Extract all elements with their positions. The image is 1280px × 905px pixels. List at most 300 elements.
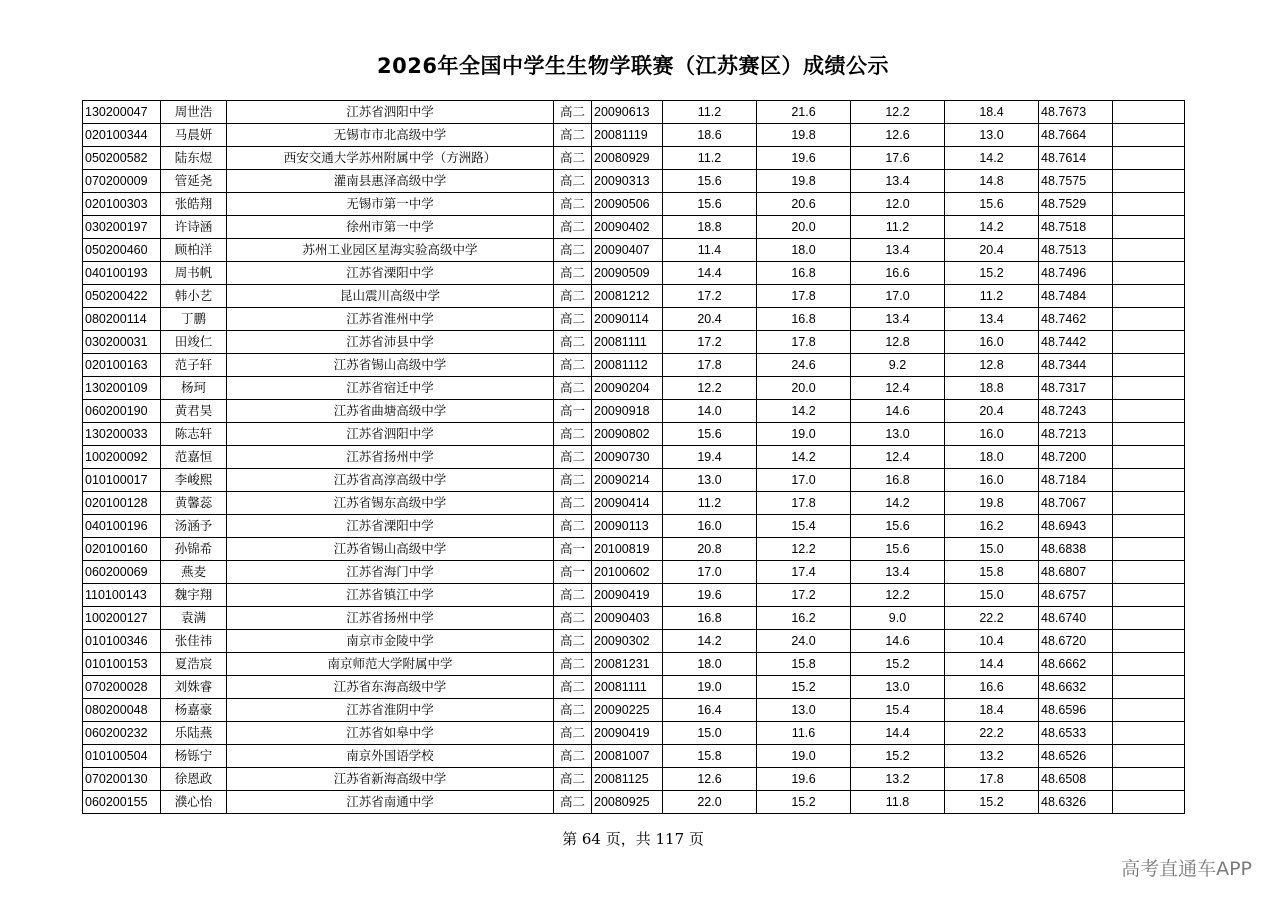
empty-cell: [1113, 308, 1185, 331]
score-2-cell: 18.0: [757, 239, 851, 262]
student-name-cell: 张皓翔: [161, 193, 227, 216]
score-3-cell: 9.0: [851, 607, 945, 630]
total-score-cell: 48.7442: [1039, 331, 1113, 354]
score-4-cell: 15.0: [945, 538, 1039, 561]
score-1-cell: 11.4: [663, 239, 757, 262]
table-row: [83, 561, 1185, 584]
total-score-cell: 48.7344: [1039, 354, 1113, 377]
score-1-cell: 20.8: [663, 538, 757, 561]
score-table: [82, 100, 1185, 814]
student-name-cell: 黄馨蕊: [161, 492, 227, 515]
student-name-cell: 范嘉恒: [161, 446, 227, 469]
score-3-cell: 15.6: [851, 538, 945, 561]
school-cell: 江苏省泗阳中学: [227, 423, 554, 446]
score-3-cell: 13.0: [851, 423, 945, 446]
grade-cell: 高二: [554, 193, 592, 216]
empty-cell: [1113, 147, 1185, 170]
student-id-cell: 010100504: [83, 745, 161, 768]
student-id-cell: 070200028: [83, 676, 161, 699]
score-1-cell: 14.4: [663, 262, 757, 285]
school-cell: 江苏省宿迁中学: [227, 377, 554, 400]
birthdate-cell: 20080925: [592, 791, 663, 814]
table-row: [83, 584, 1185, 607]
table-row: [83, 147, 1185, 170]
score-2-cell: 11.6: [757, 722, 851, 745]
birthdate-cell: 20090113: [592, 515, 663, 538]
empty-cell: [1113, 446, 1185, 469]
score-4-cell: 14.8: [945, 170, 1039, 193]
score-3-cell: 15.6: [851, 515, 945, 538]
student-id-cell: 050200460: [83, 239, 161, 262]
score-4-cell: 15.2: [945, 791, 1039, 814]
table-row: [83, 722, 1185, 745]
total-score-cell: 48.6508: [1039, 768, 1113, 791]
student-id-cell: 060200232: [83, 722, 161, 745]
student-name-cell: 刘姝睿: [161, 676, 227, 699]
birthdate-cell: 20081111: [592, 331, 663, 354]
school-cell: 江苏省海门中学: [227, 561, 554, 584]
total-score-cell: 48.7213: [1039, 423, 1113, 446]
student-id-cell: 030200031: [83, 331, 161, 354]
total-score-cell: 48.7462: [1039, 308, 1113, 331]
empty-cell: [1113, 377, 1185, 400]
score-2-cell: 13.0: [757, 699, 851, 722]
score-3-cell: 14.6: [851, 630, 945, 653]
birthdate-cell: 20090419: [592, 584, 663, 607]
student-id-cell: 080200048: [83, 699, 161, 722]
empty-cell: [1113, 331, 1185, 354]
student-name-cell: 周世浩: [161, 101, 227, 124]
student-name-cell: 汤涵予: [161, 515, 227, 538]
total-score-cell: 48.6838: [1039, 538, 1113, 561]
score-2-cell: 17.0: [757, 469, 851, 492]
birthdate-cell: 20081111: [592, 676, 663, 699]
score-1-cell: 14.2: [663, 630, 757, 653]
score-2-cell: 17.8: [757, 285, 851, 308]
score-2-cell: 16.8: [757, 308, 851, 331]
empty-cell: [1113, 745, 1185, 768]
score-2-cell: 17.4: [757, 561, 851, 584]
student-id-cell: 130200047: [83, 101, 161, 124]
score-3-cell: 14.2: [851, 492, 945, 515]
score-4-cell: 17.8: [945, 768, 1039, 791]
school-cell: 无锡市市北高级中学: [227, 124, 554, 147]
school-cell: 江苏省沛县中学: [227, 331, 554, 354]
table-row: [83, 538, 1185, 561]
school-cell: 江苏省高淳高级中学: [227, 469, 554, 492]
grade-cell: 高二: [554, 239, 592, 262]
score-1-cell: 17.2: [663, 331, 757, 354]
grade-cell: 高二: [554, 745, 592, 768]
score-2-cell: 15.2: [757, 676, 851, 699]
total-score-cell: 48.6943: [1039, 515, 1113, 538]
score-1-cell: 11.2: [663, 101, 757, 124]
table-row: [83, 354, 1185, 377]
student-id-cell: 070200130: [83, 768, 161, 791]
total-score-cell: 48.7184: [1039, 469, 1113, 492]
school-cell: 江苏省南通中学: [227, 791, 554, 814]
birthdate-cell: 20090506: [592, 193, 663, 216]
grade-cell: 高二: [554, 285, 592, 308]
total-score-cell: 48.6632: [1039, 676, 1113, 699]
score-4-cell: 15.6: [945, 193, 1039, 216]
school-cell: 无锡市第一中学: [227, 193, 554, 216]
empty-cell: [1113, 262, 1185, 285]
table-row: [83, 446, 1185, 469]
score-2-cell: 19.6: [757, 147, 851, 170]
birthdate-cell: 20090313: [592, 170, 663, 193]
score-3-cell: 12.2: [851, 584, 945, 607]
school-cell: 徐州市第一中学: [227, 216, 554, 239]
score-4-cell: 18.4: [945, 699, 1039, 722]
student-name-cell: 徐恩政: [161, 768, 227, 791]
score-3-cell: 16.8: [851, 469, 945, 492]
empty-cell: [1113, 193, 1185, 216]
total-score-cell: 48.7200: [1039, 446, 1113, 469]
total-score-cell: 48.7664: [1039, 124, 1113, 147]
school-cell: 江苏省淮阴中学: [227, 699, 554, 722]
grade-cell: 高二: [554, 331, 592, 354]
score-1-cell: 19.6: [663, 584, 757, 607]
score-3-cell: 13.2: [851, 768, 945, 791]
student-id-cell: 060200069: [83, 561, 161, 584]
birthdate-cell: 20090613: [592, 101, 663, 124]
birthdate-cell: 20100602: [592, 561, 663, 584]
score-1-cell: 19.0: [663, 676, 757, 699]
score-4-cell: 16.0: [945, 331, 1039, 354]
school-cell: 南京市金陵中学: [227, 630, 554, 653]
total-score-cell: 48.6533: [1039, 722, 1113, 745]
birthdate-cell: 20090302: [592, 630, 663, 653]
grade-cell: 高二: [554, 515, 592, 538]
score-2-cell: 24.6: [757, 354, 851, 377]
table-row: [83, 768, 1185, 791]
birthdate-cell: 20090204: [592, 377, 663, 400]
total-score-cell: 48.7496: [1039, 262, 1113, 285]
total-score-cell: 48.6662: [1039, 653, 1113, 676]
empty-cell: [1113, 101, 1185, 124]
total-score-cell: 48.6807: [1039, 561, 1113, 584]
school-cell: 江苏省扬州中学: [227, 607, 554, 630]
grade-cell: 高二: [554, 791, 592, 814]
total-score-cell: 48.7484: [1039, 285, 1113, 308]
empty-cell: [1113, 699, 1185, 722]
student-name-cell: 韩小艺: [161, 285, 227, 308]
student-id-cell: 010100153: [83, 653, 161, 676]
score-2-cell: 20.0: [757, 377, 851, 400]
student-name-cell: 黄君昊: [161, 400, 227, 423]
score-2-cell: 19.0: [757, 745, 851, 768]
empty-cell: [1113, 285, 1185, 308]
score-1-cell: 15.0: [663, 722, 757, 745]
empty-cell: [1113, 469, 1185, 492]
total-score-cell: 48.6326: [1039, 791, 1113, 814]
score-3-cell: 13.4: [851, 239, 945, 262]
student-name-cell: 许诗涵: [161, 216, 227, 239]
score-1-cell: 22.0: [663, 791, 757, 814]
school-cell: 南京外国语学校: [227, 745, 554, 768]
table-row: [83, 699, 1185, 722]
student-id-cell: 080200114: [83, 308, 161, 331]
student-name-cell: 濮心怡: [161, 791, 227, 814]
table-row: [83, 469, 1185, 492]
student-id-cell: 020100303: [83, 193, 161, 216]
student-name-cell: 张佳祎: [161, 630, 227, 653]
empty-cell: [1113, 607, 1185, 630]
score-4-cell: 16.6: [945, 676, 1039, 699]
empty-cell: [1113, 124, 1185, 147]
grade-cell: 高二: [554, 446, 592, 469]
score-4-cell: 18.0: [945, 446, 1039, 469]
school-cell: 江苏省扬州中学: [227, 446, 554, 469]
total-score-cell: 48.7067: [1039, 492, 1113, 515]
school-cell: 南京师范大学附属中学: [227, 653, 554, 676]
student-id-cell: 010100346: [83, 630, 161, 653]
grade-cell: 高二: [554, 147, 592, 170]
student-id-cell: 130200109: [83, 377, 161, 400]
birthdate-cell: 20081112: [592, 354, 663, 377]
student-name-cell: 顾柏洋: [161, 239, 227, 262]
page-title: 2026年全国中学生生物学联赛（江苏赛区）成绩公示: [377, 54, 889, 78]
score-4-cell: 13.2: [945, 745, 1039, 768]
school-cell: 江苏省泗阳中学: [227, 101, 554, 124]
grade-cell: 高二: [554, 584, 592, 607]
birthdate-cell: 20090918: [592, 400, 663, 423]
empty-cell: [1113, 653, 1185, 676]
table-row: [83, 653, 1185, 676]
school-cell: 江苏省锡山高级中学: [227, 538, 554, 561]
grade-cell: 高二: [554, 216, 592, 239]
student-name-cell: 袁满: [161, 607, 227, 630]
student-name-cell: 管延尧: [161, 170, 227, 193]
score-1-cell: 19.4: [663, 446, 757, 469]
grade-cell: 高二: [554, 354, 592, 377]
student-id-cell: 050200422: [83, 285, 161, 308]
grade-cell: 高二: [554, 630, 592, 653]
table-row: [83, 331, 1185, 354]
empty-cell: [1113, 515, 1185, 538]
school-cell: 江苏省锡山高级中学: [227, 354, 554, 377]
student-id-cell: 060200155: [83, 791, 161, 814]
empty-cell: [1113, 676, 1185, 699]
score-3-cell: 15.4: [851, 699, 945, 722]
score-3-cell: 15.2: [851, 653, 945, 676]
grade-cell: 高二: [554, 377, 592, 400]
score-3-cell: 13.4: [851, 561, 945, 584]
birthdate-cell: 20090419: [592, 722, 663, 745]
score-2-cell: 19.8: [757, 124, 851, 147]
score-1-cell: 11.2: [663, 147, 757, 170]
student-name-cell: 丁鹏: [161, 308, 227, 331]
score-3-cell: 16.6: [851, 262, 945, 285]
table-row: [83, 423, 1185, 446]
score-1-cell: 18.0: [663, 653, 757, 676]
school-cell: 昆山震川高级中学: [227, 285, 554, 308]
empty-cell: [1113, 216, 1185, 239]
student-id-cell: 020100128: [83, 492, 161, 515]
grade-cell: 高二: [554, 308, 592, 331]
score-3-cell: 13.0: [851, 676, 945, 699]
table-row: [83, 239, 1185, 262]
grade-cell: 高二: [554, 262, 592, 285]
table-row: [83, 262, 1185, 285]
score-1-cell: 12.6: [663, 768, 757, 791]
empty-cell: [1113, 768, 1185, 791]
birthdate-cell: 20081212: [592, 285, 663, 308]
student-id-cell: 100200092: [83, 446, 161, 469]
empty-cell: [1113, 722, 1185, 745]
total-score-cell: 48.7614: [1039, 147, 1113, 170]
birthdate-cell: 20090414: [592, 492, 663, 515]
student-name-cell: 乐陆燕: [161, 722, 227, 745]
birthdate-cell: 20081231: [592, 653, 663, 676]
student-id-cell: 030200197: [83, 216, 161, 239]
score-2-cell: 20.6: [757, 193, 851, 216]
school-cell: 江苏省镇江中学: [227, 584, 554, 607]
student-id-cell: 020100163: [83, 354, 161, 377]
student-name-cell: 孙锦希: [161, 538, 227, 561]
student-id-cell: 040100196: [83, 515, 161, 538]
score-3-cell: 13.4: [851, 308, 945, 331]
empty-cell: [1113, 400, 1185, 423]
score-2-cell: 20.0: [757, 216, 851, 239]
birthdate-cell: 20090802: [592, 423, 663, 446]
table-row: [83, 170, 1185, 193]
student-name-cell: 周书帆: [161, 262, 227, 285]
student-id-cell: 100200127: [83, 607, 161, 630]
school-cell: 江苏省锡东高级中学: [227, 492, 554, 515]
student-name-cell: 范子轩: [161, 354, 227, 377]
table-row: [83, 308, 1185, 331]
table-row: [83, 377, 1185, 400]
total-score-cell: 48.6740: [1039, 607, 1113, 630]
table-row: [83, 607, 1185, 630]
school-cell: 江苏省溧阳中学: [227, 262, 554, 285]
total-score-cell: 48.7673: [1039, 101, 1113, 124]
score-4-cell: 16.0: [945, 423, 1039, 446]
empty-cell: [1113, 584, 1185, 607]
school-cell: 江苏省溧阳中学: [227, 515, 554, 538]
student-name-cell: 杨嘉豪: [161, 699, 227, 722]
grade-cell: 高二: [554, 423, 592, 446]
score-4-cell: 15.2: [945, 262, 1039, 285]
score-2-cell: 15.2: [757, 791, 851, 814]
birthdate-cell: 20081007: [592, 745, 663, 768]
school-cell: 西安交通大学苏州附属中学（方洲路）: [227, 147, 554, 170]
school-cell: 江苏省如皋中学: [227, 722, 554, 745]
table-row: [83, 101, 1185, 124]
score-1-cell: 15.6: [663, 170, 757, 193]
score-4-cell: 18.4: [945, 101, 1039, 124]
score-2-cell: 14.2: [757, 400, 851, 423]
score-2-cell: 17.2: [757, 584, 851, 607]
table-row: [83, 285, 1185, 308]
score-1-cell: 14.0: [663, 400, 757, 423]
student-name-cell: 燕麦: [161, 561, 227, 584]
birthdate-cell: 20090402: [592, 216, 663, 239]
empty-cell: [1113, 239, 1185, 262]
total-score-cell: 48.7317: [1039, 377, 1113, 400]
student-name-cell: 李峻熙: [161, 469, 227, 492]
birthdate-cell: 20090730: [592, 446, 663, 469]
table-row: [83, 400, 1185, 423]
score-1-cell: 13.0: [663, 469, 757, 492]
score-1-cell: 17.2: [663, 285, 757, 308]
table-row: [83, 791, 1185, 814]
score-1-cell: 16.0: [663, 515, 757, 538]
score-2-cell: 15.4: [757, 515, 851, 538]
score-4-cell: 20.4: [945, 400, 1039, 423]
score-2-cell: 19.6: [757, 768, 851, 791]
birthdate-cell: 20090114: [592, 308, 663, 331]
empty-cell: [1113, 423, 1185, 446]
grade-cell: 高二: [554, 492, 592, 515]
score-3-cell: 12.2: [851, 101, 945, 124]
student-name-cell: 杨铄宁: [161, 745, 227, 768]
student-id-cell: 070200009: [83, 170, 161, 193]
score-4-cell: 14.2: [945, 216, 1039, 239]
score-1-cell: 12.2: [663, 377, 757, 400]
score-3-cell: 12.8: [851, 331, 945, 354]
score-2-cell: 24.0: [757, 630, 851, 653]
score-3-cell: 14.4: [851, 722, 945, 745]
birthdate-cell: 20081125: [592, 768, 663, 791]
total-score-cell: 48.6526: [1039, 745, 1113, 768]
school-cell: 江苏省新海高级中学: [227, 768, 554, 791]
birthdate-cell: 20100819: [592, 538, 663, 561]
total-score-cell: 48.7513: [1039, 239, 1113, 262]
score-4-cell: 15.0: [945, 584, 1039, 607]
score-4-cell: 10.4: [945, 630, 1039, 653]
table-row: [83, 630, 1185, 653]
score-4-cell: 11.2: [945, 285, 1039, 308]
score-2-cell: 12.2: [757, 538, 851, 561]
score-1-cell: 15.6: [663, 193, 757, 216]
table-row: [83, 676, 1185, 699]
score-3-cell: 12.4: [851, 377, 945, 400]
score-1-cell: 18.8: [663, 216, 757, 239]
score-4-cell: 22.2: [945, 607, 1039, 630]
score-2-cell: 14.2: [757, 446, 851, 469]
school-cell: 江苏省曲塘高级中学: [227, 400, 554, 423]
score-2-cell: 16.8: [757, 262, 851, 285]
student-name-cell: 陈志轩: [161, 423, 227, 446]
score-3-cell: 12.0: [851, 193, 945, 216]
score-4-cell: 14.4: [945, 653, 1039, 676]
school-cell: 江苏省淮州中学: [227, 308, 554, 331]
table-row: [83, 216, 1185, 239]
score-4-cell: 22.2: [945, 722, 1039, 745]
student-id-cell: 040100193: [83, 262, 161, 285]
student-id-cell: 020100160: [83, 538, 161, 561]
score-3-cell: 14.6: [851, 400, 945, 423]
score-1-cell: 18.6: [663, 124, 757, 147]
table-row: [83, 515, 1185, 538]
student-id-cell: 060200190: [83, 400, 161, 423]
score-1-cell: 20.4: [663, 308, 757, 331]
total-score-cell: 48.7575: [1039, 170, 1113, 193]
student-name-cell: 陆东煜: [161, 147, 227, 170]
page-number: 第 64 页，共 117 页: [562, 830, 704, 848]
school-cell: 江苏省东海高级中学: [227, 676, 554, 699]
score-4-cell: 16.0: [945, 469, 1039, 492]
score-4-cell: 15.8: [945, 561, 1039, 584]
table-row: [83, 745, 1185, 768]
score-2-cell: 19.0: [757, 423, 851, 446]
birthdate-cell: 20080929: [592, 147, 663, 170]
empty-cell: [1113, 170, 1185, 193]
score-2-cell: 17.8: [757, 492, 851, 515]
